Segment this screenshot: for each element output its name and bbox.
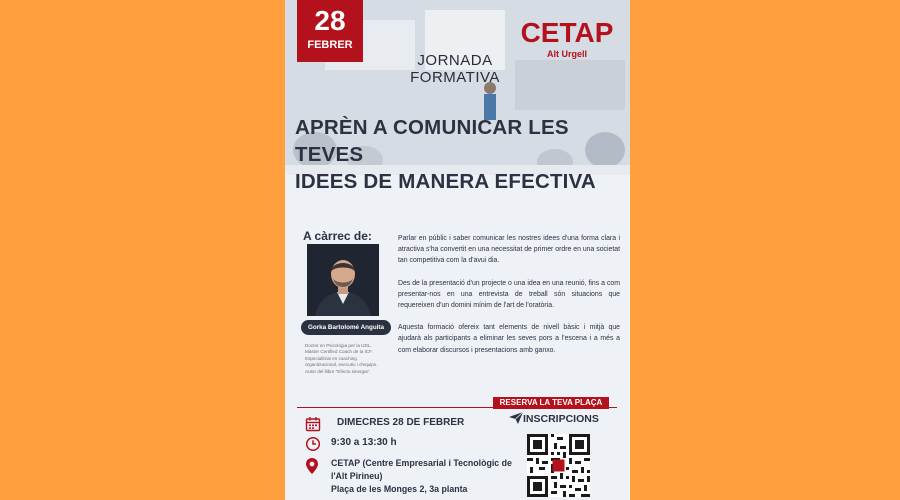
date-day: 28 [314,5,346,36]
speaker-bio-line: Doctor en Psicologia per la UDL. [305,343,372,348]
description-paragraph-2: Des de la presentació d'un projecte o una idea en una reunió, fins a com presentar-nos en una entrevista de treball són situacions que requereixen d'un domini mínim de l'art de l'oratòria. [398,279,620,310]
location-pin-icon [305,457,319,475]
speaker-bio-line: Autor del llibre "Efecto sinergia". [305,368,371,374]
description-paragraph-1: Parlar en públic i saber comunicar les nostres idees d'una forma clara i atractiva s'ha convertit en una necessitat de primer ordre en una societat tan competitiva com la d'avui dia. [398,235,620,265]
paper-plane-icon [508,411,524,425]
hero-banner [285,0,630,193]
speaker-bio-line: organitzacional, executiu i d'equips. [305,362,378,368]
speaker-avatar [307,244,379,316]
calendar-icon [305,416,321,432]
event-title [295,114,630,195]
inscriptions-heading: INSCRIPCIONS [523,413,599,425]
event-location [331,457,512,496]
event-title-line-1: APRÈN A COMUNICAR LES TEVES [295,116,569,166]
location-line-2: l'Alt Pirineu) [331,471,383,481]
event-date: DIMECRES 28 DE FEBRER [337,417,465,428]
event-description [398,233,620,367]
event-time: 9:30 a 13:30 h [331,437,397,448]
speaker-bio [305,343,387,375]
brand-name: CETAP [520,17,614,48]
reserve-label[interactable]: RESERVA LA TEVA PLAÇA [493,397,609,409]
registration-qr-code[interactable] [527,434,590,497]
speaker-portrait [307,244,379,316]
event-poster [285,0,630,500]
location-line-3: Plaça de les Monges 2, 3a planta [331,484,468,494]
speaker-heading: A càrrec de: [303,229,372,243]
speaker-bio-line: Màster Certified Coach de la ICF. [305,349,373,355]
event-title-line-2: IDEES DE MANERA EFECTIVA [295,170,596,193]
brand-subtitle: Alt Urgell [546,49,587,59]
location-line-1: CETAP (Centre Empresarial i Tecnològic de [331,458,512,468]
speaker-bio-line: Especialitzat en coaching [305,355,357,361]
speaker-name: Gorka Bartolomé Anguita [301,320,391,335]
description-paragraph-3: Aquesta formació ofereix tant elements de nivell bàsic i mitjà que ajudarà als participants a eliminar les seves pors a l'escena i a més a com elaborar discursos i presentacions amb ganxo. [398,324,620,354]
date-month: FEBRER [307,39,353,51]
event-type [395,52,515,86]
event-type-line-1: JORNADA [417,52,493,69]
date-badge [297,0,363,62]
cetap-logo [517,18,617,60]
clock-icon [305,436,321,452]
event-type-line-2: FORMATIVA [410,69,500,86]
